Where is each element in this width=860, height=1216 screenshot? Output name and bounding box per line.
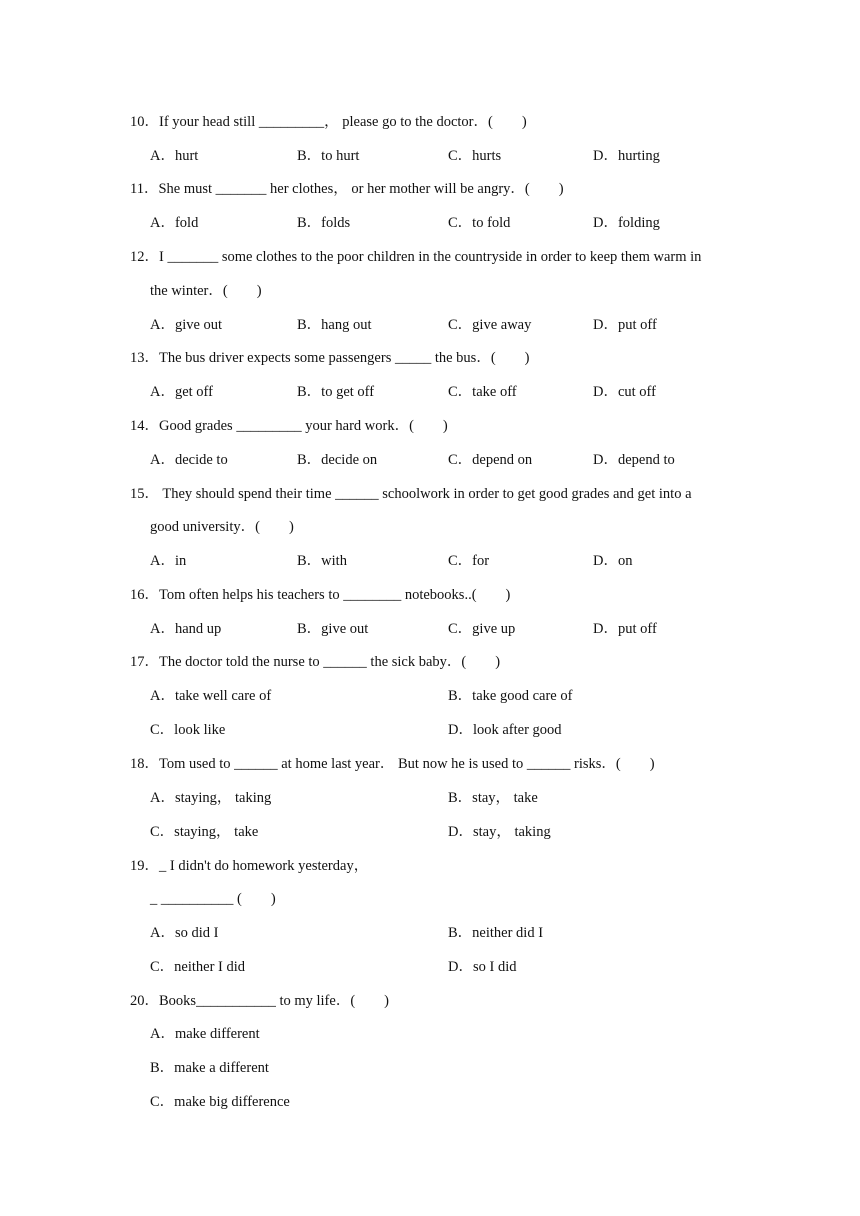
question-19-option-b[interactable]: B．neither did I (448, 925, 544, 941)
question-14-stem: 14．Good grades _________ your hard work．( ) (130, 418, 448, 434)
question-20-option-b[interactable]: B．make a different (150, 1060, 269, 1076)
question-17-option-d[interactable]: D．look after good (448, 722, 562, 738)
question-19-stem-continued: _ __________ ( ) (150, 891, 276, 907)
question-15-stem-continued: good university．( ) (150, 519, 294, 535)
question-16-option-a[interactable]: A．hand up (150, 621, 222, 637)
question-19-option-d[interactable]: D．so I did (448, 959, 517, 975)
question-13-option-a[interactable]: A．get off (150, 384, 213, 400)
question-13-option-c[interactable]: C．take off (448, 384, 517, 400)
question-14-option-b[interactable]: B．decide on (297, 452, 378, 468)
question-12-option-c[interactable]: C．give away (448, 317, 532, 333)
question-15-option-b[interactable]: B．with (297, 553, 347, 569)
question-10-option-d[interactable]: D．hurting (593, 148, 660, 164)
question-10-option-a[interactable]: A．hurt (150, 148, 199, 164)
question-17-option-c[interactable]: C．look like (150, 722, 226, 738)
question-20-option-c[interactable]: C．make big difference (150, 1094, 290, 1110)
question-20-option-a[interactable]: A．make different (150, 1026, 260, 1042)
question-11-option-c[interactable]: C．to fold (448, 215, 511, 231)
question-12-stem: 12．I _______ some clothes to the poor children in the countryside in order to keep them warm in (130, 249, 702, 265)
question-15-option-d[interactable]: D．on (593, 553, 633, 569)
question-15-stem: 15． They should spend their time ______ schoolwork in order to get good grades and get into a (130, 486, 692, 502)
question-18-stem: 18．Tom used to ______ at home last year． But now he is used to ______ risks．( ) (130, 756, 655, 772)
question-13-option-b[interactable]: B．to get off (297, 384, 375, 400)
question-16-option-b[interactable]: B．give out (297, 621, 369, 637)
question-17-option-a[interactable]: A．take well care of (150, 688, 272, 704)
question-11-option-a[interactable]: A．fold (150, 215, 199, 231)
question-11-option-b[interactable]: B．folds (297, 215, 351, 231)
question-17-stem: 17．The doctor told the nurse to ______ the sick baby．( ) (130, 654, 501, 670)
question-15-option-c[interactable]: C．for (448, 553, 490, 569)
question-19-option-c[interactable]: C．neither I did (150, 959, 246, 975)
question-14-option-c[interactable]: C．depend on (448, 452, 533, 468)
question-11-option-d[interactable]: D．folding (593, 215, 660, 231)
question-18-option-b[interactable]: B．stay， take (448, 790, 538, 806)
question-14-option-d[interactable]: D．depend to (593, 452, 675, 468)
question-10-stem: 10．If your head still _________， please go to the doctor．( ) (130, 114, 527, 130)
question-10-option-c[interactable]: C．hurts (448, 148, 502, 164)
question-17-option-b[interactable]: B．take good care of (448, 688, 573, 704)
question-16-option-c[interactable]: C．give up (448, 621, 516, 637)
question-18-option-a[interactable]: A．staying， taking (150, 790, 272, 806)
question-12-option-b[interactable]: B．hang out (297, 317, 372, 333)
question-13-option-d[interactable]: D．cut off (593, 384, 656, 400)
question-14-option-a[interactable]: A．decide to (150, 452, 228, 468)
question-12-option-d[interactable]: D．put off (593, 317, 657, 333)
question-20-stem: 20．Books___________ to my life．( ) (130, 993, 389, 1009)
question-12-option-a[interactable]: A．give out (150, 317, 223, 333)
question-18-option-c[interactable]: C．staying， take (150, 824, 259, 840)
question-13-stem: 13．The bus driver expects some passengers _____ the bus．( ) (130, 350, 530, 366)
question-19-option-a[interactable]: A．so did I (150, 925, 219, 941)
question-16-stem: 16．Tom often helps his teachers to ________ notebooks..( ) (130, 587, 511, 603)
question-19-stem: 19．_ I didn't do homework yesterday， (130, 858, 369, 874)
question-16-option-d[interactable]: D．put off (593, 621, 657, 637)
question-10-option-b[interactable]: B．to hurt (297, 148, 360, 164)
question-11-stem: 11．She must _______ her clothes， or her mother will be angry．( ) (130, 181, 564, 197)
question-12-stem-continued: the winter．( ) (150, 283, 262, 299)
question-15-option-a[interactable]: A．in (150, 553, 187, 569)
question-18-option-d[interactable]: D．stay， taking (448, 824, 551, 840)
